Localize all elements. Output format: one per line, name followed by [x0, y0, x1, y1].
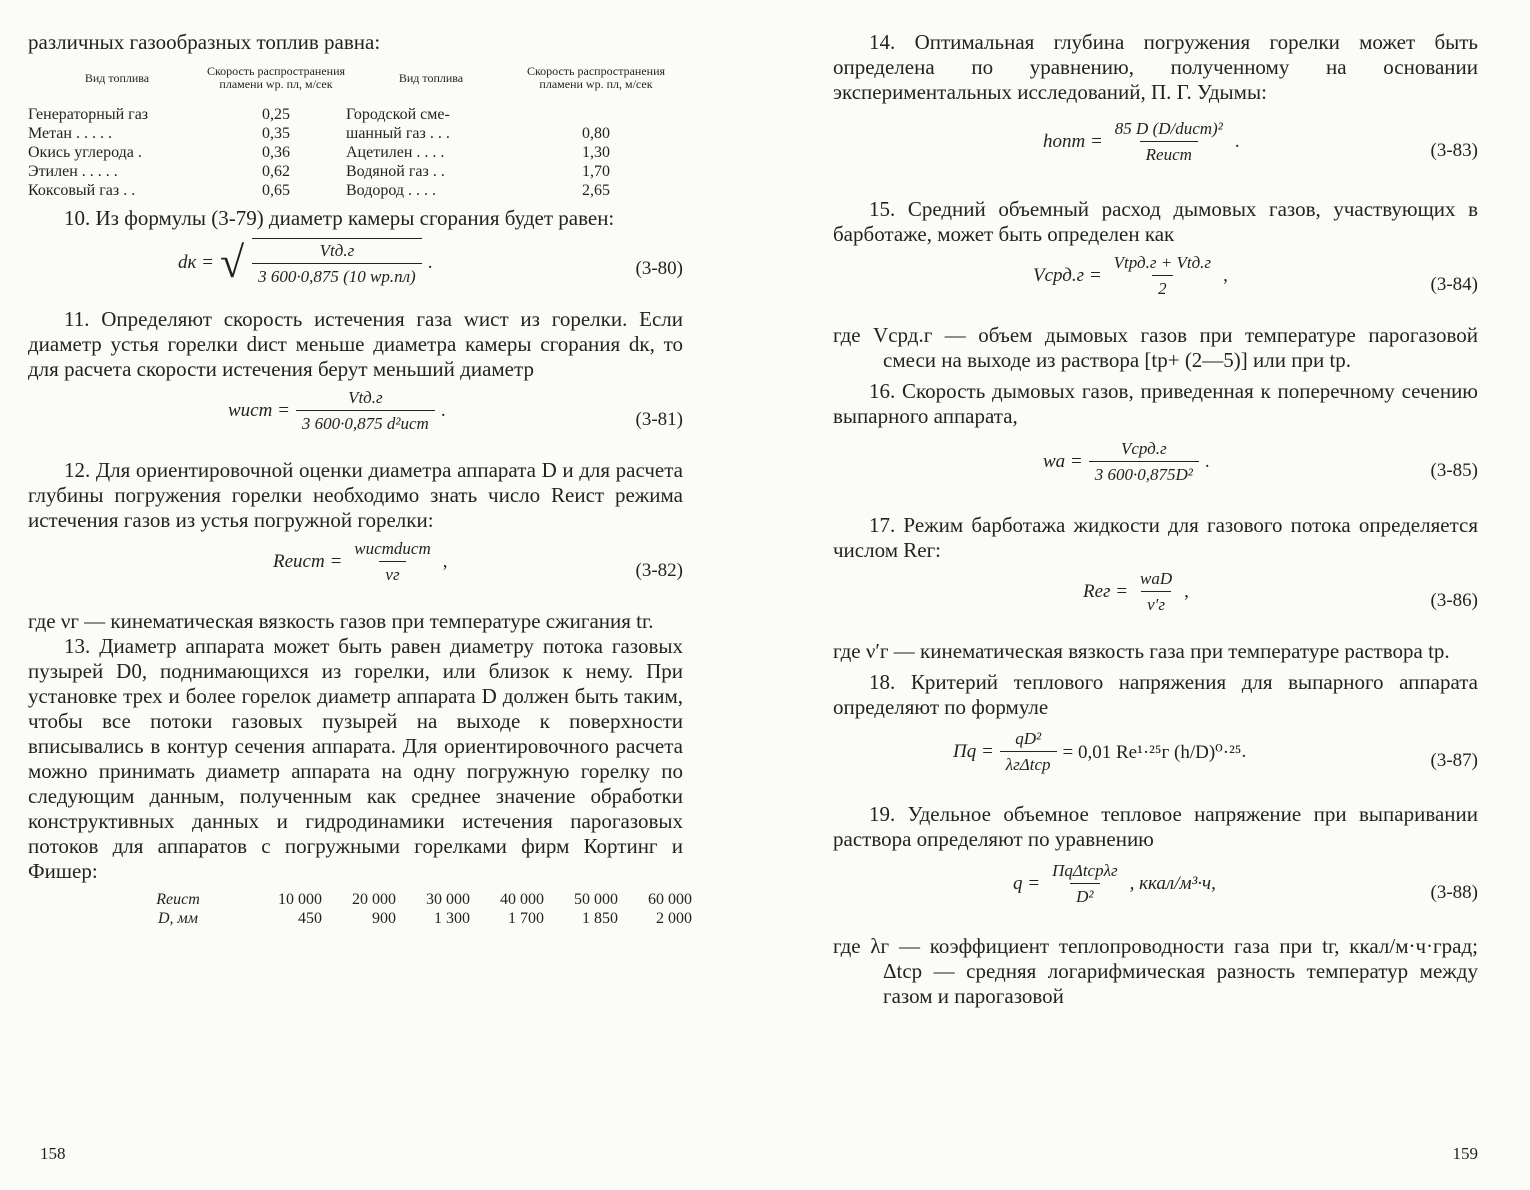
table-cell: Коксовый газ . . [28, 182, 136, 199]
page-number: 158 [40, 1144, 66, 1163]
paragraph-12-where: где νг — кинематическая вязкость газов при температуре сжигания tг. [28, 609, 654, 633]
fuel-table [28, 59, 683, 200]
re-table [28, 890, 692, 928]
formula-3-88 [833, 858, 1478, 928]
table-cell: 0,36 [262, 144, 290, 161]
paragraph-14: 14. Оптимальная глубина погружения горелки может быть определена по уравнению, полученному на основании экспериментальных исследований, П. Г. Удымы: [833, 30, 1478, 104]
formula-denominator: D² [1070, 883, 1099, 907]
paragraph-11: 11. Определяют скорость истечения газа wист из горелки. Если диаметр устья горелки dист меньше диаметра камеры сгорания dк, то для расчета скорости истечения берут меньший диаметр [28, 307, 683, 381]
table-header: Вид топлива [398, 70, 464, 85]
formula-denominator: ν′г [1141, 591, 1171, 615]
formula-numerator: wаD [1140, 569, 1173, 588]
table-cell: 1,30 [582, 144, 610, 161]
paragraph-18: 18. Критерий теплового напряжения для выпарного аппарата определяют по формуле [833, 670, 1478, 719]
formula-3-84: Vсрд.г = $\frac{\text{Vtрд.г + Vtд.г}}{2}$ , (3-84) [1033, 253, 1478, 298]
right-column [833, 30, 1478, 1009]
left-column [28, 30, 692, 928]
paragraph-19-where: где λг — коэффициент теплопроводности газа при tг, ккал/м·ч·град; Δtср — средняя логарифмическая разность температур между газом и парогазовой [833, 934, 1478, 1008]
table-cell: Этилен . . . . . [28, 163, 118, 180]
intro-text: различных газообразных топлив равна: [28, 30, 381, 54]
formula-3-87: Пq = $\frac{\text{qD²}}{\text{λгΔtср}}$ = 0,01 Re¹·²⁵г (h/D)⁰·²⁵ . (3-87) [953, 729, 1478, 774]
table-cell: 0,80 [582, 125, 610, 142]
right-page [765, 0, 1530, 1190]
paragraph-15-where: где Vсрд.г — объем дымовых газов при температуре парогазовой смеси на выходе из раствора [tр+ (2—5)] или при tр. [833, 323, 1478, 372]
formula-lhs: Reист = [273, 551, 343, 572]
formula-lhs: Пq = [953, 741, 994, 762]
table-cell: 0,25 [262, 106, 290, 123]
formula-numerator: ПqΔtсрλг [1052, 861, 1118, 880]
paragraph-12: 12. Для ориентировочной оценки диаметра аппарата D и для расчета глубины погружения горелки необходимо знать число Reист режима истечения газов из устья погружной горелки: [28, 458, 683, 532]
formula-numerator: qD² [1015, 729, 1042, 748]
formula-lhs: hопт = [1043, 131, 1103, 152]
formula-denominator: 3 600·0,875D² [1089, 461, 1199, 485]
formula-numerator: Vtрд.г + Vtд.г [1113, 253, 1212, 272]
table-cell: Ацетилен . . . . [346, 144, 445, 161]
formula-3-80: dк = √ $\frac{\text{Vtд.г}}{3 600\cdot 0,875 (10 wр.пл)}$ . (3-80) [178, 238, 683, 287]
paragraph-17-where: где ν′г — кинематическая вязкость газа при температуре раствора tр. [833, 639, 1450, 663]
table-cell: Водяной газ . . [346, 163, 445, 180]
formula-lhs: wа = [1043, 451, 1083, 472]
table-cell: 1 300 [434, 910, 470, 927]
formula-3-83: hопт = $\frac{\text{85 D (D/dист)²}}{\text{Reист}}$ . (3-83) [1043, 119, 1478, 164]
table-header: Вид топлива [84, 70, 150, 85]
table-cell: 450 [298, 910, 322, 927]
table-cell: 60 000 [648, 891, 692, 908]
formula-denominator: λгΔtср [1000, 751, 1057, 775]
table-cell [516, 105, 676, 124]
formula-denominator: νг [379, 561, 405, 585]
formula-rhs: , ккал/м³·ч, [1129, 873, 1216, 894]
table-header: Скорость распространения пламени wр. пл, м/сек [206, 64, 346, 91]
equation-number: (3-86) [1430, 590, 1478, 611]
equation-number: (3-81) [635, 409, 683, 430]
table-cell: 20 000 [352, 891, 396, 908]
table-cell: 40 000 [500, 891, 544, 908]
table-cell: 900 [372, 910, 396, 927]
formula-3-81: wист = $\frac{\text{Vtд.г}}{\text{3 600·0,875 d²ист}}$ . (3-81) [228, 388, 683, 433]
equation-number: (3-80) [635, 258, 683, 279]
table-cell: 2 000 [656, 910, 692, 927]
formula-numerator: Vtд.г [319, 241, 355, 260]
table-cell: Городской сме- [346, 106, 450, 123]
table-cell: 30 000 [426, 891, 470, 908]
formula-lhs: q = [1013, 873, 1041, 894]
formula-rhs: = 0,01 Re¹·²⁵г (h/D)⁰·²⁵ [1062, 741, 1242, 763]
formula-numerator: Vсрд.г [1120, 439, 1167, 458]
equation-number: (3-83) [1430, 140, 1478, 161]
formula-numerator: 85 D (D/dист)² [1114, 119, 1223, 138]
table-cell: 2,65 [582, 182, 610, 199]
table-cell: 1 850 [582, 910, 618, 927]
equation-number: (3-85) [1430, 460, 1478, 481]
table-cell: 10 000 [278, 891, 322, 908]
paragraph-16: 16. Скорость дымовых газов, приведенная к поперечному сечению выпарного аппарата, [833, 379, 1478, 428]
formula-lhs: wист = [228, 400, 290, 421]
table-cell: 1,70 [582, 163, 610, 180]
formula-lhs: Reг = [1083, 581, 1129, 602]
table-cell: 50 000 [574, 891, 618, 908]
paragraph-13: 13. Диаметр аппарата может быть равен диаметру потока газовых пузырей D0, поднимающихся из горелки, или близок к нему. При установке трех и более горелок диаметр аппарата D должен быть таким, чтобы все потоки газовых пузырей на выходе к поверхности вписывались в контур сечения аппарата. Для ориентировочного расчета можно принимать диаметр аппарата на одну погружную горелку по следующим данным, полученным как среднее значение обработки конструктивных данных и гидродинамики истечения парогазовых потоков для аппаратов с погружными горелками фирм Кортинг и Фишер: [28, 634, 683, 883]
equation-number: (3-84) [1430, 274, 1478, 295]
formula-3-82: Reист = $\frac{\text{wистdист}}{\nu г}$ , (3-82) [273, 539, 683, 584]
table-cell: шанный газ . . . [346, 125, 450, 142]
paragraph-15: 15. Средний объемный расход дымовых газов, участвующих в барботаже, может быть определен как [833, 197, 1478, 246]
table-header: Скорость распространения пламени wр. пл, м/сек [526, 64, 666, 91]
formula-denominator: Reист [1140, 141, 1198, 165]
table-cell: Водород . . . . [346, 182, 437, 199]
formula-denominator: 3 600·0,875 d²ист [296, 410, 435, 434]
paragraph-10: 10. Из формулы (3-79) диаметр камеры сгорания будет равен: [64, 206, 615, 230]
equation-number: (3-82) [635, 560, 683, 581]
table-cell: 1 700 [508, 910, 544, 927]
equation-number: (3-87) [1430, 750, 1478, 771]
paragraph-19: 19. Удельное объемное тепловое напряжение при выпаривании раствора определяют по уравнению [833, 802, 1478, 851]
formula-lhs: dк = [178, 251, 214, 273]
page-number: 159 [1452, 1144, 1478, 1163]
formula-3-86: Reг = $\frac{\text{wаD}}{\nu'г}$ , (3-86) [1083, 569, 1478, 614]
table-header: D, мм [158, 910, 198, 927]
table-header: Reист [156, 891, 200, 908]
formula-lhs: Vсрд.г = [1033, 265, 1102, 286]
equation-number: (3-88) [1430, 882, 1478, 903]
table-cell: 0,62 [262, 163, 290, 180]
table-cell: Окись углерода . [28, 144, 142, 161]
paragraph-17: 17. Режим барботажа жидкости для газового потока определяется числом Reг: [833, 513, 1478, 562]
formula-denominator: 2 [1152, 275, 1173, 299]
formula-numerator: Vtд.г [348, 388, 383, 407]
table-cell: 0,35 [262, 125, 290, 142]
sqrt-sign-icon: √ [219, 238, 245, 287]
table-cell: 0,65 [262, 182, 290, 199]
table-cell: Генераторный газ [28, 106, 149, 123]
table-cell: Метан . . . . . [28, 125, 112, 142]
formula-numerator: wистdист [354, 539, 431, 558]
formula-3-85: wа = $\frac{\text{Vсрд.г}}{\text{3 600·0,875D²}}$ . (3-85) [1043, 439, 1478, 484]
formula-denominator: 3 600·0,875 (10 wр.пл) [252, 263, 422, 287]
